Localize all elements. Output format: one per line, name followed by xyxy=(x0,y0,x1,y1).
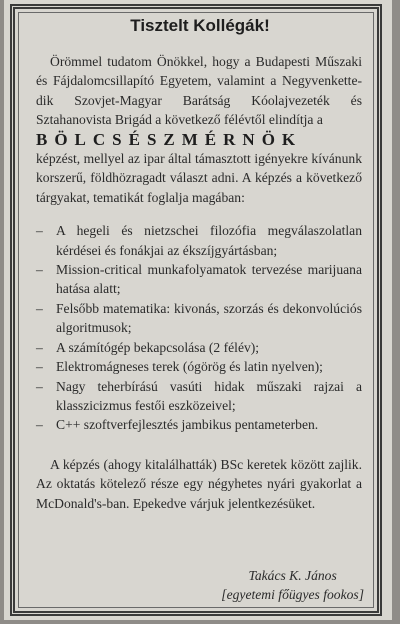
description-paragraph: képzést, mellyel az ipar által támasztott igényekre kívánunk korszerű, földhözragadt választ adni. A képzés a következő tárgyakat, tematikát foglalja magában: xyxy=(36,151,362,205)
topic-item xyxy=(36,415,362,434)
topic-text: Mission-critical munkafolyamatok tervezése marijuana hatása alatt; xyxy=(56,262,362,297)
signature-name: Takács K. János xyxy=(248,568,337,583)
intro-paragraph: Örömmel tudatom Önökkel, hogy a Budapesti Műszaki és Fájdalomcsillapító Egyetem, valamint a Negyvenkette-dik Szovjet-Magyar Barátság Kóolajvezeték és Sztahanovista Brigád a következő félévtől elindítja a xyxy=(36,54,362,128)
topic-item xyxy=(36,357,362,376)
dash-bullet: – xyxy=(36,262,43,278)
topic-item xyxy=(36,299,362,338)
dash-bullet: – xyxy=(36,359,43,375)
topic-item xyxy=(36,221,362,260)
dash-bullet: – xyxy=(36,378,43,394)
topic-item xyxy=(36,377,362,416)
dash-bullet: – xyxy=(36,223,43,239)
page-title: Tisztelt Kollégák! xyxy=(130,16,270,35)
topic-text: Nagy teherbírású vasúti hidak műszaki rajzai a klasszicizmus festői eszközeivel; xyxy=(56,378,362,413)
signature-role: [egyetemi főügyes fookos] xyxy=(221,587,364,603)
topic-item xyxy=(36,338,362,357)
topic-text: A számítógép bekapcsolása (2 félév); xyxy=(56,339,260,355)
topic-list xyxy=(36,221,362,434)
dash-bullet: – xyxy=(36,339,43,355)
program-name: BÖLCSÉSZMÉRNÖK xyxy=(36,129,303,149)
topic-text: A hegeli és nietzschei filozófia megválaszolatlan kérdései és fonákjai az ékszíjgyártásban; xyxy=(56,223,362,258)
dash-bullet: – xyxy=(36,300,43,316)
topic-item xyxy=(36,260,362,299)
topic-text: C++ szoftverfejlesztés jambikus pentameterben. xyxy=(56,417,319,433)
topic-text: Elektromágneses terek (ógörög és latin nyelven); xyxy=(56,359,323,375)
closing-paragraph: A képzés (ahogy kitalálhatták) BSc keretek között zajlik. Az oktatás kötelező része egy négyhetes nyári gyakorlat a McDonald's-ban. Epekedve várjuk jelentkezésüket. xyxy=(36,456,362,511)
notice-body xyxy=(36,52,362,513)
signature-block xyxy=(221,566,364,605)
topic-text: Felsőbb matematika: kivonás, szorzás és dekonvolúciós algoritmusok; xyxy=(56,300,362,336)
dash-bullet: – xyxy=(36,417,43,433)
